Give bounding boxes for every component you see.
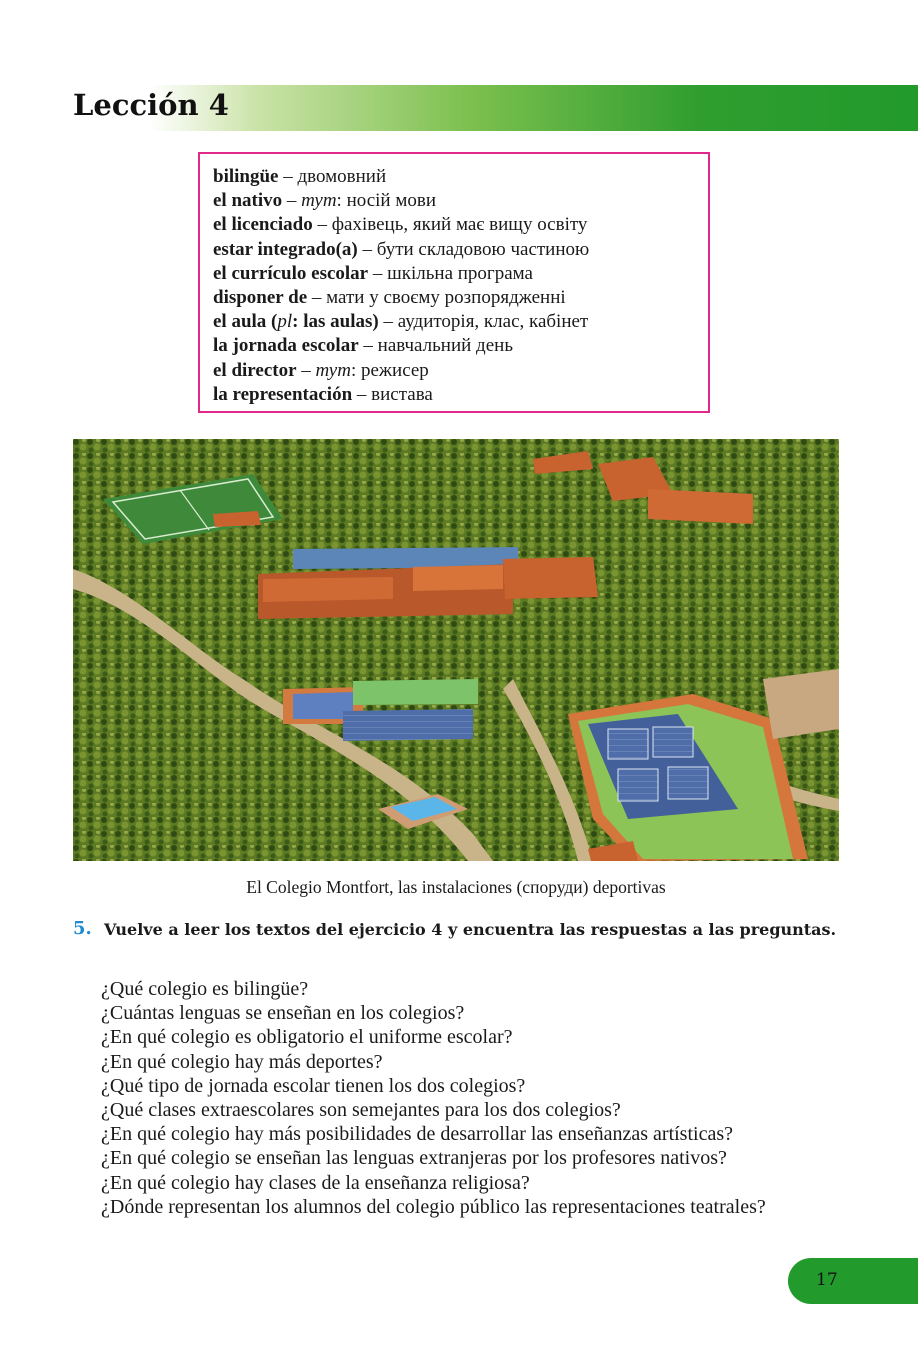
vocab-entry: el licenciado – фахівець, який має вищу освіту <box>213 214 588 236</box>
question-item: ¿Cuántas lenguas se enseñan en los colegios? <box>101 1002 465 1025</box>
photo-caption: El Colegio Montfort, las instalaciones (споруди) deportivas <box>246 877 666 897</box>
vocab-entry: la representación – вистава <box>213 383 433 405</box>
question-item: ¿En qué colegio hay clases de la enseñanza religiosa? <box>101 1171 530 1194</box>
question-item: ¿En qué colegio se enseñan las lenguas extranjeras por los profesores nativos? <box>101 1147 727 1170</box>
vocab-entry: bilingüe – двомовний <box>213 166 387 187</box>
question-item: ¿En qué colegio hay más posibilidades de desarrollar las enseñanzas artísticas? <box>101 1123 733 1146</box>
vocab-entry: el nativo – тут: носій мови <box>213 190 437 212</box>
question-item: ¿En qué colegio hay más deportes? <box>101 1050 383 1073</box>
question-list <box>101 977 841 1219</box>
vocab-entry: la jornada escolar – навчальний день <box>213 335 513 357</box>
vocab-entry: el aula (pl: las aulas) – аудиторія, клас, кабінет <box>213 311 589 333</box>
question-item: ¿Qué tipo de jornada escolar tienen los dos colegios? <box>101 1074 526 1097</box>
vocabulary-box <box>198 152 710 413</box>
question-item: ¿Qué colegio es bilingüe? <box>101 978 309 1000</box>
question-item: ¿En qué colegio es obligatorio el uniforme escolar? <box>101 1026 513 1049</box>
question-item: ¿Dónde representan los alumnos del colegio público las representaciones teatrales? <box>101 1195 766 1218</box>
vocab-entry: estar integrado(a) – бути складовою частиною <box>213 238 590 260</box>
aerial-photo-colegio-montfort <box>73 439 839 861</box>
page-number: 17 <box>816 1270 838 1290</box>
question-item: ¿Qué clases extraescolares son semejantes para los dos colegios? <box>101 1099 621 1122</box>
page-number-tab <box>788 1258 918 1304</box>
exercise-number: 5. <box>73 918 92 939</box>
vocab-entry: el currículo escolar – шкільна програма <box>213 262 533 284</box>
exercise-instruction: Vuelve a leer los textos del ejercicio 4 y encuentra las respuestas a las preguntas. <box>104 920 837 939</box>
vocab-entry: disponer de – мати у своєму розпорядженні <box>213 287 566 309</box>
lesson-title: Lección 4 <box>73 88 229 122</box>
vocab-entry: el director – тут: режисер <box>213 359 429 381</box>
